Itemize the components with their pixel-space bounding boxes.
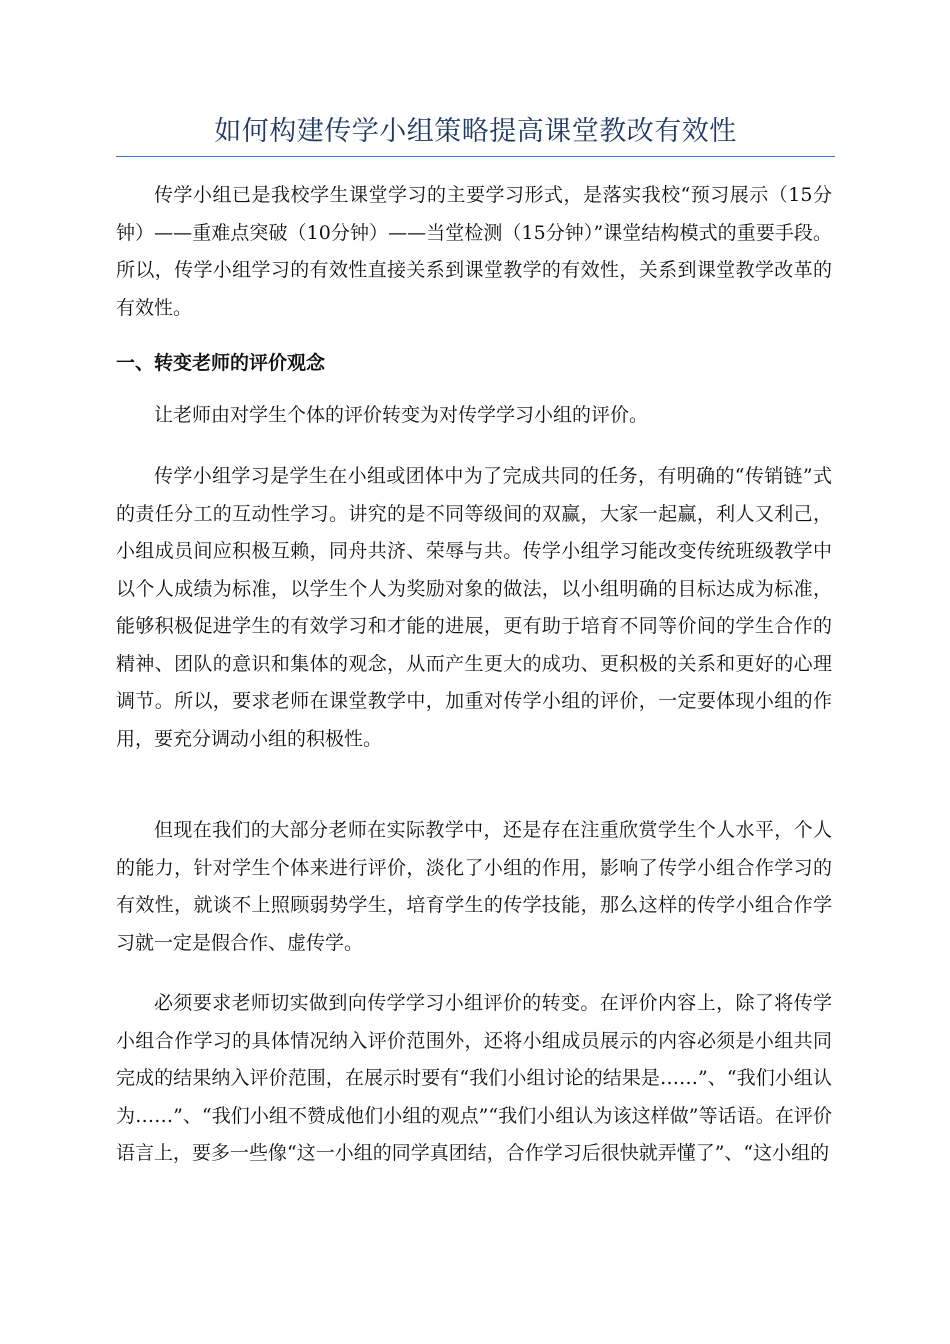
document-title: 如何构建传学小组策略提高课堂教改有效性 (214, 116, 737, 147)
intro-paragraph: 传学小组已是我校学生课堂学习的主要学习形式，是落实我校“预习展示（15分钟）——重难点突破（10分钟）——当堂检测（15分钟）”课堂结构模式的重要手段。所以，传学小组学习的有效性直接关系到课堂教学的有效性，关系到课堂教学改革的有效性。 (116, 184, 832, 319)
body-paragraph-3: 但现在我们的大部分老师在实际教学中，还是存在注重欣赏学生个人水平，个人的能力，针对学生个体来进行评价，淡化了小组的作用，影响了传学小组合作学习的有效性，就谈不上照顾弱势学生，培育学生的传学技能，那么这样的传学小组合作学习就一定是假合作、虚传学。 (116, 819, 832, 954)
body-paragraph-2: 传学小组学习是学生在小组或团体中为了完成共同的任务，有明确的“传销链”式的责任分工的互动性学习。讲究的是不同等级间的双赢，大家一起赢，利人又利己，小组成员间应积极互赖，同舟共济、荣辱与共。传学小组学习能改变传统班级教学中以个人成绩为标准，以学生个人为奖励对象的做法，以小组明确的目标达成为标准，能够积极促进学生的有效学习和才能的进展，更有助于培育不同等价间的学生合作的精神、团队的意识和集体的观念，从而产生更大的成功、更积极的关系和更好的心理调节。所以，要求老师在课堂教学中，加重对传学小组的评价，一定要体现小组的作用，要充分调动小组的积极性。 (116, 465, 832, 750)
body-paragraph-1: 让老师由对学生个体的评价转变为对传学学习小组的评价。 (154, 404, 649, 426)
body-paragraph-4: 必须要求老师切实做到向传学学习小组评价的转变。在评价内容上，除了将传学小组合作学习的具体情况纳入评价范围外，还将小组成员展示的内容必须是小组共同完成的结果纳入评价范围，在展示时要有“我们小组讨论的结果是……”、“我们小组认为……”、“我们小组不赞成他们小组的观点”“我们小组认为该这样做”等话语。在评价语言上，要多一些像“这一小组的同学真团结，合作学习后很快就弄懂了”、“这小组的 (116, 992, 832, 1164)
section-heading: 一、转变老师的评价观念 (116, 352, 326, 374)
title-block (116, 110, 835, 157)
